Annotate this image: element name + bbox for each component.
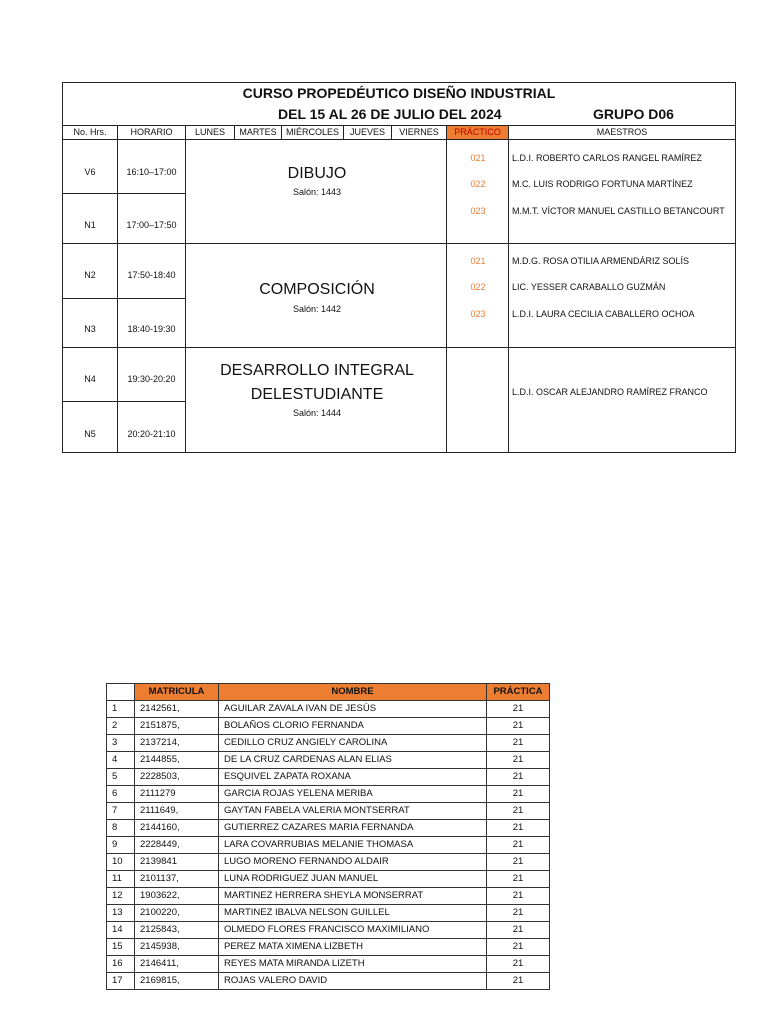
course-title: CURSO PROPEDÉUTICO DISEÑO INDUSTRIAL <box>242 85 556 101</box>
table-row <box>107 803 550 820</box>
student-number: 15 <box>107 939 135 956</box>
table-row <box>107 888 550 905</box>
table-row <box>107 769 550 786</box>
teacher-name: L.D.I. LAURA CECILIA CABALLERO OCHOA <box>512 309 695 319</box>
grid-line <box>185 138 186 452</box>
student-name: ROJAS VALERO DAVID <box>219 973 487 990</box>
student-practica: 21 <box>487 956 550 973</box>
student-number: 12 <box>107 888 135 905</box>
subject-room: Salón: 1443 <box>292 187 342 197</box>
student-matricula: 2139841 <box>135 854 219 871</box>
subject-room: Salón: 1442 <box>292 304 342 314</box>
student-name: LUGO MORENO FERNANDO ALDAIR <box>219 854 487 871</box>
student-matricula: 2228449, <box>135 837 219 854</box>
grid-line <box>63 243 735 244</box>
student-name: CEDILLO CRUZ ANGIELY CAROLINA <box>219 735 487 752</box>
teacher-name: M.C. LUIS RODRIGO FORTUNA MARTÍNEZ <box>512 179 693 189</box>
table-row <box>107 837 550 854</box>
student-name: PEREZ MATA XIMENA LIZBETH <box>219 939 487 956</box>
student-matricula: 2144160, <box>135 820 219 837</box>
table-row <box>107 820 550 837</box>
grid-line <box>117 138 118 452</box>
student-practica: 21 <box>487 837 550 854</box>
student-name: MARTINEZ IBALVA NELSON GUILLEL <box>219 905 487 922</box>
student-number: 17 <box>107 973 135 990</box>
student-practica: 21 <box>487 939 550 956</box>
student-matricula: 2100220, <box>135 905 219 922</box>
student-matricula: 2142561, <box>135 701 219 718</box>
student-practica: 21 <box>487 701 550 718</box>
table-row <box>107 956 550 973</box>
student-matricula: 2151875, <box>135 718 219 735</box>
header-miercoles: MIÉRCOLES <box>282 126 344 139</box>
hour-time: 16:10–17:00 <box>126 167 177 177</box>
student-number: 2 <box>107 718 135 735</box>
student-matricula: 2137214, <box>135 735 219 752</box>
student-matricula: 2145938, <box>135 939 219 956</box>
schedule-table <box>62 82 736 453</box>
table-row <box>107 905 550 922</box>
grid-line <box>63 298 185 299</box>
student-number: 11 <box>107 871 135 888</box>
header-practica: PRÁCTICA <box>487 684 550 701</box>
student-number: 4 <box>107 752 135 769</box>
student-name: LARA COVARRUBIAS MELANIE THOMASA <box>219 837 487 854</box>
practical-code: 023 <box>470 309 486 319</box>
header-lunes: LUNES <box>186 126 235 139</box>
header-horario: HORARIO <box>118 126 186 139</box>
header-practico: PRÁCTICO <box>447 126 509 139</box>
student-matricula: 2146411, <box>135 956 219 973</box>
student-number: 3 <box>107 735 135 752</box>
course-dates: DEL 15 AL 26 DE JULIO DEL 2024 <box>278 106 502 122</box>
student-name: BOLAÑOS CLORIO FERNANDA <box>219 718 487 735</box>
table-row <box>107 939 550 956</box>
hour-time: 20:20-21:10 <box>127 429 176 439</box>
table-row <box>107 786 550 803</box>
table-row <box>107 854 550 871</box>
header-no-hrs: No. Hrs. <box>63 126 118 139</box>
student-matricula: 2228503, <box>135 769 219 786</box>
student-practica: 21 <box>487 735 550 752</box>
student-name: DE LA CRUZ CARDENAS ALAN ELIAS <box>219 752 487 769</box>
schedule-header-row <box>63 125 735 140</box>
teacher-name: L.D.I. ROBERTO CARLOS RANGEL RAMÍREZ <box>512 153 702 163</box>
student-matricula: 2111279 <box>135 786 219 803</box>
header-nombre: NOMBRE <box>219 684 487 701</box>
subject-room: Salón: 1444 <box>292 408 342 418</box>
hour-code: N5 <box>84 429 96 439</box>
student-list-header <box>107 684 550 701</box>
teacher-name: LIC. YESSER CARABALLO GUZMÁN <box>512 282 666 292</box>
hour-code: N3 <box>84 324 96 334</box>
student-name: GARCIA ROJAS YELENA MERIBA <box>219 786 487 803</box>
hour-code: N2 <box>84 270 96 280</box>
student-list-table <box>106 683 550 990</box>
header-index <box>107 684 135 701</box>
student-practica: 21 <box>487 888 550 905</box>
student-practica: 21 <box>487 854 550 871</box>
student-practica: 21 <box>487 871 550 888</box>
student-name: GUTIERREZ CAZARES MARIA FERNANDA <box>219 820 487 837</box>
student-number: 13 <box>107 905 135 922</box>
student-name: GAYTAN FABELA VALERIA MONTSERRAT <box>219 803 487 820</box>
hour-time: 19:30-20:20 <box>127 374 176 384</box>
group-label: GRUPO D06 <box>593 106 674 122</box>
hour-code: N4 <box>84 374 96 384</box>
student-practica: 21 <box>487 922 550 939</box>
student-rows <box>107 701 550 990</box>
student-number: 6 <box>107 786 135 803</box>
subject-name: DIBUJO <box>287 165 347 182</box>
grid-line <box>63 401 185 402</box>
table-row <box>107 735 550 752</box>
grid-line <box>63 347 735 348</box>
table-row <box>107 701 550 718</box>
grid-line <box>63 193 185 194</box>
subject-name-line1: DESARROLLO INTEGRAL <box>220 362 414 379</box>
student-number: 5 <box>107 769 135 786</box>
student-practica: 21 <box>487 973 550 990</box>
student-number: 9 <box>107 837 135 854</box>
student-name: MARTINEZ HERRERA SHEYLA MONSERRAT <box>219 888 487 905</box>
student-practica: 21 <box>487 820 550 837</box>
student-matricula: 2111649, <box>135 803 219 820</box>
table-row <box>107 752 550 769</box>
teacher-name: M.M.T. VÍCTOR MANUEL CASTILLO BETANCOURT <box>512 206 725 216</box>
student-matricula: 2144855, <box>135 752 219 769</box>
table-row <box>107 922 550 939</box>
student-practica: 21 <box>487 786 550 803</box>
teacher-name: L.D.I. OSCAR ALEJANDRO RAMÍREZ FRANCO <box>512 387 708 397</box>
header-jueves: JUEVES <box>344 126 392 139</box>
student-number: 8 <box>107 820 135 837</box>
hour-time: 17:00–17:50 <box>126 220 177 230</box>
student-name: AGUILAR ZAVALA IVAN DE JESÚS <box>219 701 487 718</box>
student-name: OLMEDO FLORES FRANCISCO MAXIMILIANO <box>219 922 487 939</box>
student-name: LUNA RODRIGUEZ JUAN MANUEL <box>219 871 487 888</box>
table-row <box>107 871 550 888</box>
student-number: 16 <box>107 956 135 973</box>
header-maestros: MAESTROS <box>596 127 648 137</box>
student-practica: 21 <box>487 905 550 922</box>
header-martes: MARTES <box>235 126 282 139</box>
student-number: 1 <box>107 701 135 718</box>
student-name: REYES MATA MIRANDA LIZETH <box>219 956 487 973</box>
student-matricula: 2125843, <box>135 922 219 939</box>
practical-code: 023 <box>470 206 486 216</box>
teacher-name: M.D.G. ROSA OTILIA ARMENDÁRIZ SOLÍS <box>512 256 690 266</box>
student-number: 10 <box>107 854 135 871</box>
student-practica: 21 <box>487 803 550 820</box>
student-practica: 21 <box>487 769 550 786</box>
student-practica: 21 <box>487 752 550 769</box>
hour-code: V6 <box>84 167 96 177</box>
student-matricula: 2169815, <box>135 973 219 990</box>
hour-time: 18:40-19:30 <box>127 324 176 334</box>
practical-code: 021 <box>470 153 486 163</box>
student-practica: 21 <box>487 718 550 735</box>
table-row <box>107 718 550 735</box>
student-matricula: 2101137, <box>135 871 219 888</box>
header-viernes: VIERNES <box>392 126 447 139</box>
practical-code: 022 <box>470 179 486 189</box>
student-number: 7 <box>107 803 135 820</box>
practical-code: 021 <box>470 256 486 266</box>
student-matricula: 1903622, <box>135 888 219 905</box>
hour-code: N1 <box>84 220 96 230</box>
student-name: ESQUIVEL ZAPATA ROXANA <box>219 769 487 786</box>
header-matricula: MATRICULA <box>135 684 219 701</box>
practical-code: 022 <box>470 282 486 292</box>
hour-time: 17:50-18:40 <box>127 270 176 280</box>
subject-name-line2: DELESTUDIANTE <box>250 386 384 403</box>
student-number: 14 <box>107 922 135 939</box>
subject-name: COMPOSICIÓN <box>259 281 375 298</box>
table-row <box>107 973 550 990</box>
